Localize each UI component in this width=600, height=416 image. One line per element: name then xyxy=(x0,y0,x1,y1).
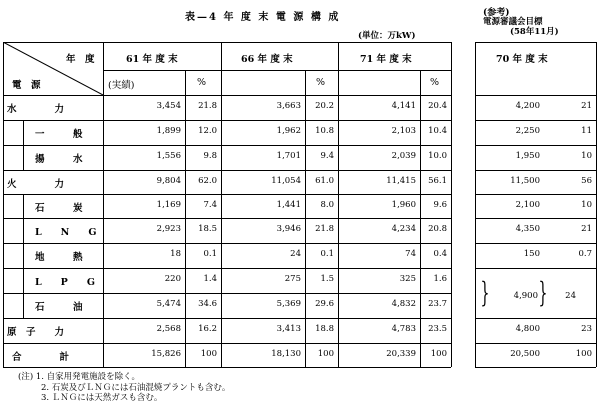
cell-p70: 56 xyxy=(581,176,592,186)
row-label-lng: L N G xyxy=(35,227,97,238)
cell-p70: 23 xyxy=(581,324,592,334)
cell-p61: 16.2 xyxy=(198,324,217,334)
cell-v71: 4,832 xyxy=(391,299,416,309)
cell-v71: 1,960 xyxy=(391,200,416,210)
cell-v70: 4,200 xyxy=(515,101,540,111)
cell-p70: 100 xyxy=(575,349,592,359)
cell-p61: 18.5 xyxy=(198,224,217,234)
cell-p71: 9.6 xyxy=(433,200,447,210)
header-year-label: 年 度 xyxy=(66,54,95,65)
cell-p71: 10.4 xyxy=(428,126,447,136)
unit-label: (単位：万kW) xyxy=(358,31,416,41)
cell-v61: 1,169 xyxy=(156,200,181,210)
cell-p66: 61.0 xyxy=(315,176,334,186)
cell-p66: 10.8 xyxy=(315,126,334,136)
cell-p66: 18.8 xyxy=(315,324,334,334)
cell-v70: 4,350 xyxy=(515,224,540,234)
cell-v70: 20,500 xyxy=(510,349,540,359)
cell-p61: 21.8 xyxy=(198,101,217,111)
header-pct-61: % xyxy=(197,77,207,88)
row-label-lpg: L P G xyxy=(35,277,95,288)
cell-p71: 100 xyxy=(430,349,447,359)
cell-v71: 4,234 xyxy=(391,224,416,234)
header-year-70: 70 年 度 末 xyxy=(496,54,548,65)
cell-p71: 23.5 xyxy=(428,324,447,334)
note-1: (注) 1. 自家用発電施設を除く。 xyxy=(18,372,140,382)
reference-line2: (58年11月) xyxy=(510,27,559,37)
cell-v66: 18,130 xyxy=(271,349,301,359)
cell-v70: 2,250 xyxy=(515,126,540,136)
header-year-71: 71 年 度 末 xyxy=(360,54,412,65)
cell-p66: 0.1 xyxy=(320,249,334,259)
cell-p61: 7.4 xyxy=(203,200,217,210)
row-label-total: 合 計 xyxy=(12,352,70,363)
cell-v61: 1,899 xyxy=(156,126,181,136)
cell-p66: 29.6 xyxy=(315,299,334,309)
cell-p61: 9.8 xyxy=(203,151,217,161)
cell-v61: 2,923 xyxy=(156,224,181,234)
header-year-61: 61 年 度 末 xyxy=(126,54,178,65)
row-label-nuclear: 原 子 力 xyxy=(7,327,65,338)
cell-p66: 100 xyxy=(317,349,334,359)
cell-p71: 20.8 xyxy=(428,224,447,234)
table-title: 表—4 年 度 末 電 源 構 成 xyxy=(185,12,341,23)
cell-p71: 56.1 xyxy=(428,176,447,186)
header-pct-71: % xyxy=(430,77,440,88)
cell-v71: 2,103 xyxy=(391,126,416,136)
cell-p66: 20.2 xyxy=(315,101,334,111)
cell-p61: 34.6 xyxy=(198,299,217,309)
cell-p61: 62.0 xyxy=(198,176,217,186)
note-2: 2. 石炭及びＬＮＧには石油混焼プラントも含む。 xyxy=(41,382,231,393)
header-actual: (実績) xyxy=(108,80,135,91)
cell-p61: 100 xyxy=(200,349,217,359)
cell-v66: 3,663 xyxy=(276,101,301,111)
header-source-label: 電 源 xyxy=(12,80,41,91)
cell-v66: 275 xyxy=(284,274,301,284)
cell-p66: 9.4 xyxy=(320,151,334,161)
cell-v70: 4,800 xyxy=(515,324,540,334)
cell-v66: 3,946 xyxy=(276,224,301,234)
cell-p71: 20.4 xyxy=(428,101,447,111)
reference-line1: 電源審議会目標 xyxy=(483,17,543,27)
cell-v61: 18 xyxy=(170,249,181,259)
row-label-hydro: 水 力 xyxy=(7,104,65,115)
cell-v66: 1,441 xyxy=(276,200,301,210)
row-label-thermal: 火 力 xyxy=(7,179,65,190)
cell-v66: 24 xyxy=(290,249,301,259)
cell-v71: 11,415 xyxy=(386,176,416,186)
cell-v71: 74 xyxy=(405,249,416,259)
cell-v70: 1,950 xyxy=(515,151,540,161)
cell-v61: 220 xyxy=(164,274,181,284)
reference-label: (参考) xyxy=(483,8,510,18)
cell-p70: 10 xyxy=(581,151,592,161)
cell-v61: 3,454 xyxy=(156,101,181,111)
cell-p70: 21 xyxy=(581,101,592,111)
cell-p61: 0.1 xyxy=(203,249,217,259)
cell-v61: 9,804 xyxy=(156,176,181,186)
right-brace-icon: } xyxy=(538,276,548,309)
cell-v61: 15,826 xyxy=(151,349,181,359)
cell-v71: 4,783 xyxy=(391,324,416,334)
cell-p66: 8.0 xyxy=(320,200,334,210)
cell-v66: 1,962 xyxy=(276,126,301,136)
cell-p61: 1.4 xyxy=(203,274,217,284)
cell-p70: 21 xyxy=(581,224,592,234)
cell-v66: 3,413 xyxy=(276,324,301,334)
notes xyxy=(18,372,230,404)
row-label-coal: 石 炭 xyxy=(35,203,83,214)
row-label-general: 一 般 xyxy=(35,129,83,140)
cell-v61: 1,556 xyxy=(156,151,181,161)
cell-p71: 10.0 xyxy=(428,151,447,161)
cell-p66: 21.8 xyxy=(315,224,334,234)
cell-v71: 20,339 xyxy=(386,349,416,359)
cell-p70: 0.7 xyxy=(578,249,592,259)
cell-v70: 150 xyxy=(523,249,540,259)
cell-v70: 11,500 xyxy=(510,176,540,186)
cell-v66: 11,054 xyxy=(271,176,301,186)
header-year-66: 66 年 度 末 xyxy=(241,54,293,65)
cell-v66: 5,369 xyxy=(276,299,301,309)
merged-p70: 24 xyxy=(565,291,576,301)
row-label-oil: 石 油 xyxy=(35,302,83,313)
cell-p61: 12.0 xyxy=(198,126,217,136)
cell-v70: 2,100 xyxy=(515,200,540,210)
merged-v70: 4,900 xyxy=(513,291,538,301)
cell-p71: 0.4 xyxy=(433,249,447,259)
cell-p66: 1.5 xyxy=(320,274,334,284)
header-pct-66: % xyxy=(316,77,326,88)
cell-v71: 4,141 xyxy=(391,101,416,111)
row-label-pumped: 揚 水 xyxy=(35,154,83,165)
cell-p71: 1.6 xyxy=(433,274,447,284)
cell-v61: 2,568 xyxy=(156,324,181,334)
left-brace-icon: } xyxy=(480,276,490,309)
cell-v61: 5,474 xyxy=(156,299,181,309)
cell-p70: 10 xyxy=(581,200,592,210)
cell-p70: 11 xyxy=(581,126,592,136)
cell-v71: 2,039 xyxy=(391,151,416,161)
cell-v71: 325 xyxy=(399,274,416,284)
cell-v66: 1,701 xyxy=(276,151,301,161)
row-label-geothermal: 地 熱 xyxy=(35,252,83,263)
note-3: 3. ＬＮＧには天然ガスも含む。 xyxy=(41,393,163,403)
cell-p71: 23.7 xyxy=(428,299,447,309)
